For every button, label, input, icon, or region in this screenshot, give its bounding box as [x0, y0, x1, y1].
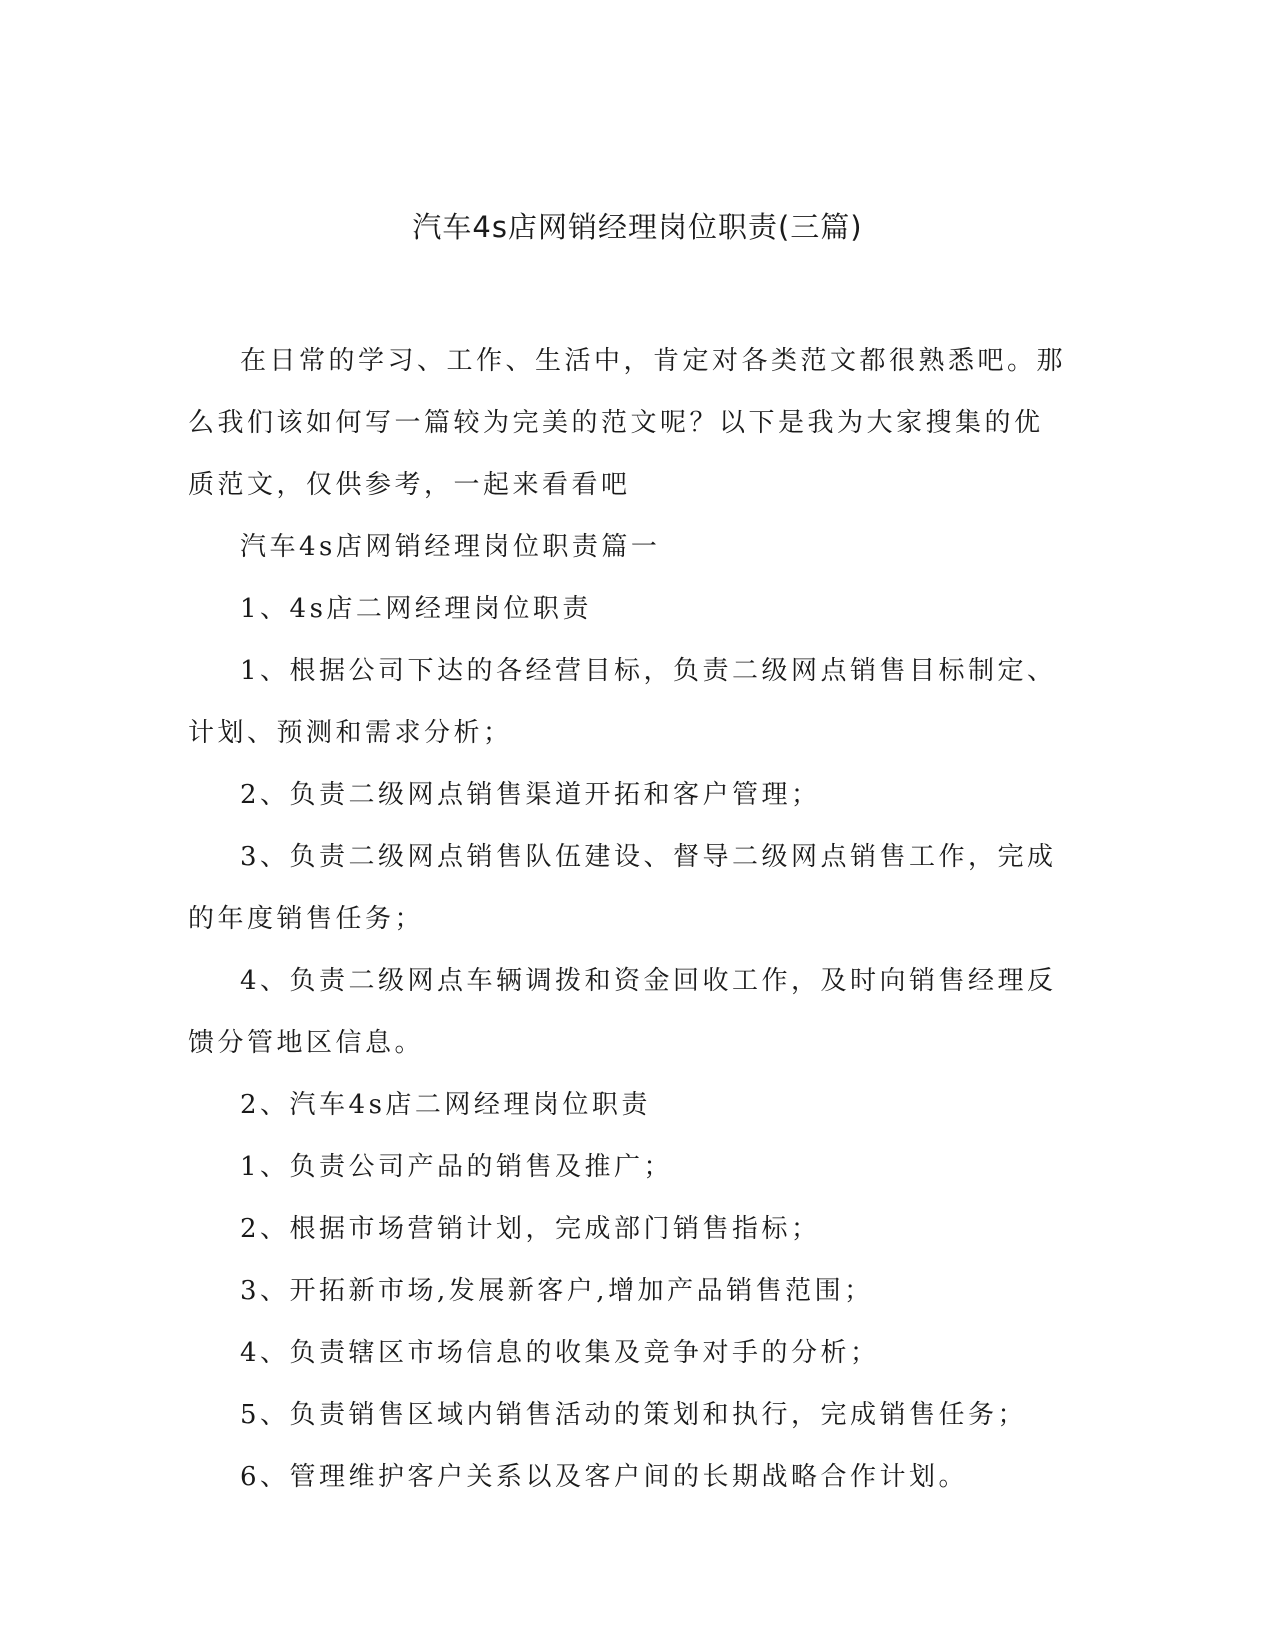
intro-paragraph: 在日常的学习、工作、生活中，肯定对各类范文都很熟悉吧。那么我们该如何写一篇较为完美的范文呢？以下是我为大家搜集的优质范文，仅供参考，一起来看看吧	[188, 346, 1067, 500]
list-item: 6、管理维护客户关系以及客户间的长期战略合作计划。	[240, 1462, 969, 1492]
document-title: 汽车4s店网销经理岗位职责(三篇)	[412, 210, 863, 244]
list-item: 1、负责公司产品的销售及推广；	[240, 1152, 674, 1182]
list-item: 1、根据公司下达的各经营目标，负责二级网点销售目标制定、计划、预测和需求分析；	[188, 656, 1057, 748]
list-item: 4、负责二级网点车辆调拨和资金回收工作，及时向销售经理反馈分管地区信息。	[188, 966, 1057, 1058]
list-item: 3、负责二级网点销售队伍建设、督导二级网点销售工作，完成的年度销售任务；	[188, 842, 1057, 934]
list-item: 2、负责二级网点销售渠道开拓和客户管理；	[240, 780, 821, 810]
list-item: 5、负责销售区域内销售活动的策划和执行，完成销售任务；	[240, 1400, 1028, 1430]
document-body	[188, 330, 1068, 1508]
list-item: 3、开拓新市场,发展新客户,增加产品销售范围；	[240, 1276, 874, 1306]
section-heading: 汽车4s店网销经理岗位职责篇一	[240, 532, 661, 562]
list-item: 2、根据市场营销计划，完成部门销售指标；	[240, 1214, 821, 1244]
list-item: 4、负责辖区市场信息的收集及竞争对手的分析；	[240, 1338, 880, 1368]
part1-heading: 1、4s店二网经理岗位职责	[240, 594, 592, 624]
part2-heading: 2、汽车4s店二网经理岗位职责	[240, 1090, 651, 1120]
